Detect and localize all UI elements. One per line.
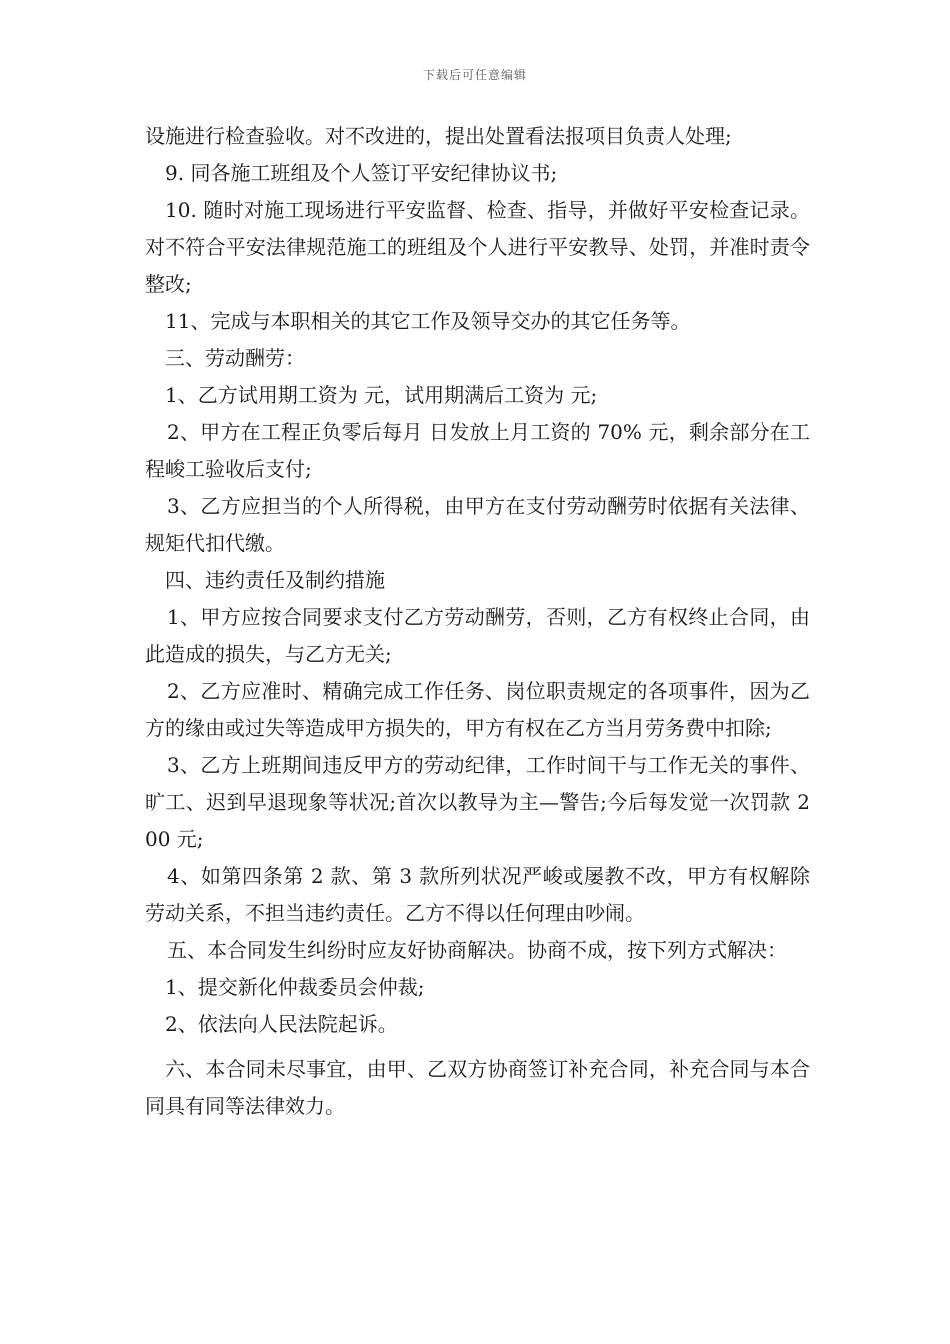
paragraph-dispute-2: 2、依法向人民法院起诉。: [165, 1012, 398, 1036]
paragraph-continuation: 设施进行检查验收。对不改进的，提出处置看法报项目负责人处理;: [145, 124, 732, 148]
page-header: 下载后可任意编辑: [422, 68, 527, 82]
paragraph-liability-4: 4、如第四条第 2 款、第 3 款所列状况严峻或屡教不改，甲方有权解除劳动关系，不担当违约责任。乙方不得以任何理由吵闹。: [145, 864, 810, 925]
section-heading-5: 五、本合同发生纠纷时应友好协商解决。协商不成，按下列方式解决：: [167, 938, 787, 962]
section-heading-4: 四、违约责任及制约措施: [165, 568, 385, 592]
paragraph-liability-3: 3、乙方上班期间违反甲方的劳动纪律，工作时间干与工作无关的事件、旷工、迟到早退现象等状况;首次以教导为主—警告;今后每发觉一次罚款 200 元;: [145, 753, 810, 851]
paragraph-salary-1: 1、乙方试用期工资为 元，试用期满后工资为 元;: [165, 383, 598, 407]
paragraph-item-9: 9. 同各施工班组及个人签订平安纪律协议书;: [165, 161, 558, 185]
paragraph-liability-2: 2、乙方应准时、精确完成工作任务、岗位职责规定的各项事件，因为乙方的缘由或过失等造成甲方损失的，甲方有权在乙方当月劳务费中扣除;: [145, 679, 810, 740]
document-body: [145, 118, 810, 1125]
paragraph-item-11: 11、完成与本职相关的其它工作及领导交办的其它任务等。: [165, 309, 691, 333]
paragraph-item-10: 10. 随时对施工现场进行平安监督、检查、指导，并做好平安检查记录。对不符合平安法律规范施工的班组及个人进行平安教导、处罚，并准时责令整改;: [145, 198, 810, 296]
paragraph-dispute-1: 1、提交新化仲裁委员会仲裁;: [165, 975, 425, 999]
paragraph-salary-3: 3、乙方应担当的个人所得税，由甲方在支付劳动酬劳时依据有关法律、规矩代扣代缴。: [145, 494, 810, 555]
paragraph-liability-1: 1、甲方应按合同要求支付乙方劳动酬劳，否则，乙方有权终止合同，由此造成的损失，与乙方无关;: [145, 605, 810, 666]
paragraph-salary-2: 2、甲方在工程正负零后每月 日发放上月工资的 70% 元，剩余部分在工程峻工验收后支付;: [145, 420, 810, 481]
section-heading-3: 三、劳动酬劳：: [165, 346, 305, 370]
section-heading-6: 六、本合同未尽事宜，由甲、乙双方协商签订补充合同，补充合同与本合同具有同等法律效力。: [145, 1057, 810, 1118]
